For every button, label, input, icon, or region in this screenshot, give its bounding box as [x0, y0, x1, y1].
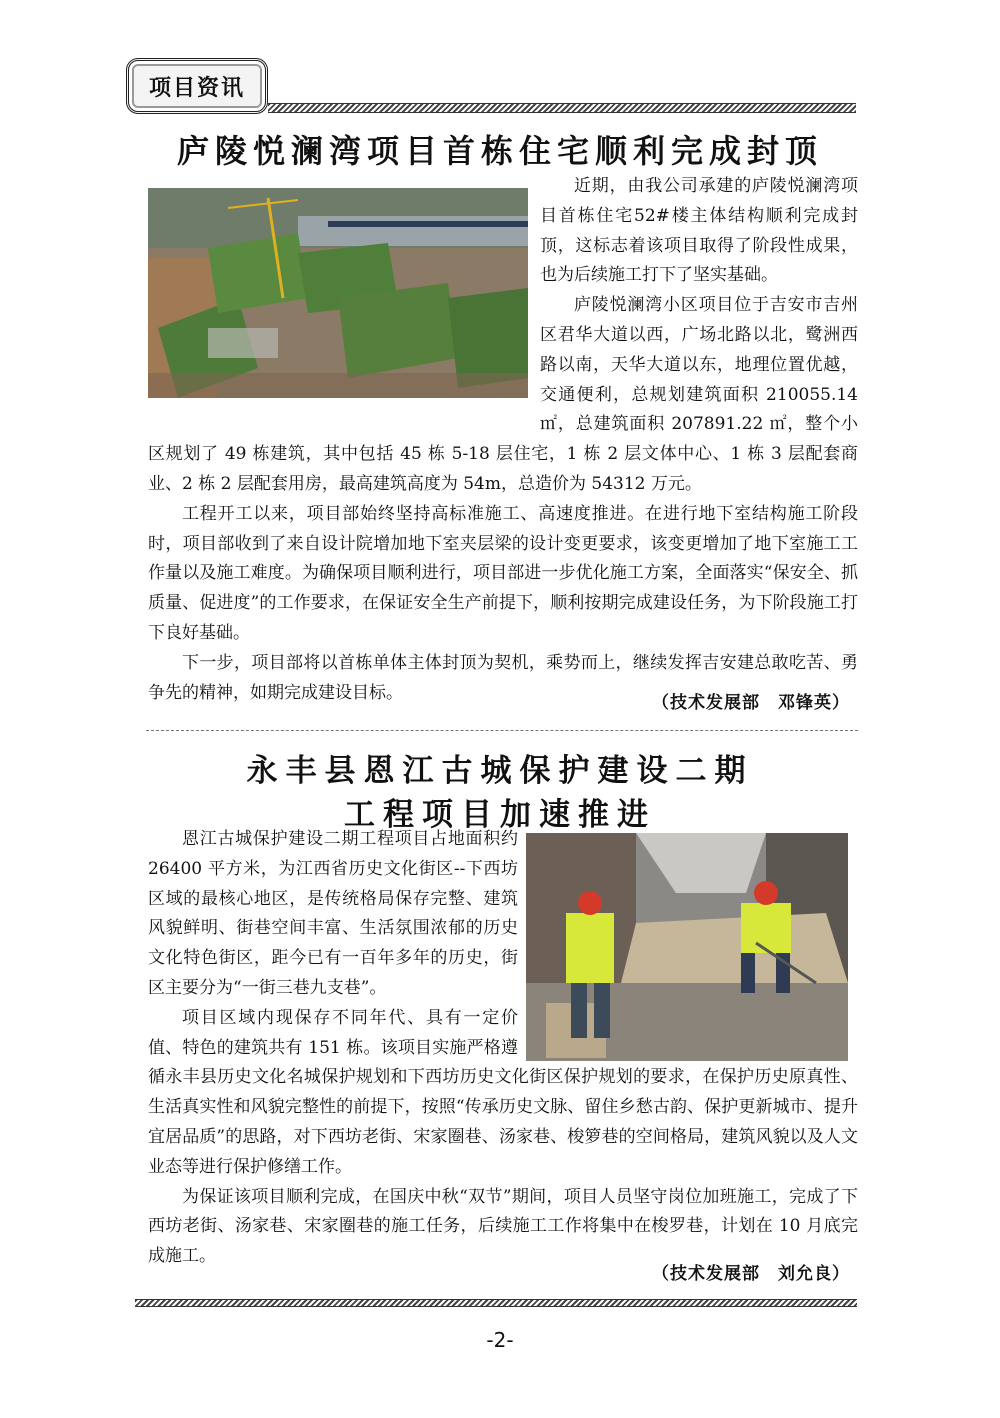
article1-author: （技术发展部 邓锋英） — [652, 693, 850, 713]
article1-body — [148, 172, 858, 708]
article1-paragraph: 下一步，项目部将以首栋单体主体封顶为契机，乘势而上，继续发挥吉安建总敢吃苦、勇争先的精神，如期完成建设目标。 — [148, 652, 858, 703]
article1-title: 庐陵悦澜湾项目首栋住宅顺利完成封顶 — [176, 132, 823, 170]
article2-paragraph: 项目区域内现保存不同年代、具有一定价值、特色的建筑共有 151 栋。该项目实施严格遵循永丰县历史文化名城保护规划和下西坊历史文化街区保护规划的要求，在保护历史原真性、生活真实性和风貌完整性的前提下，按照“传承历史文脉、留住乡愁古韵、保护更新城市、提升宜居品质”的思路，对下西坊老街、宋家圈巷、汤家巷、梭箩巷的空间格局，建筑风貌以及人文业态等进行保护修缮工作。 — [148, 1007, 858, 1177]
section-label: 项目资讯 — [148, 75, 245, 101]
article2-title-line2: 工程项目加速推进 — [344, 797, 656, 833]
page-number: -2- — [486, 1328, 514, 1352]
article2-title-line1: 永丰县恩江古城保护建设二期 — [246, 753, 754, 789]
article1-paragraph: 工程开工以来，项目部始终坚持高标准施工、高速度推进。在进行地下室结构施工阶段时，项目部收到了来自设计院增加地下室夹层梁的设计变更要求，该变更增加了地下室施工工作量以及施工难度。为确保项目顺利进行，项目部进一步优化施工方案，全面落实“保安全、抓质量、促进度”的工作要求，在保证安全生产前提下，顺利按期完成建设任务，为下阶段施工打下良好基础。 — [148, 503, 858, 643]
article-divider — [146, 730, 858, 731]
article2-paragraph: 为保证该项目顺利完成，在国庆中秋“双节”期间，项目人员坚守岗位加班施工，完成了下西坊老街、汤家巷、宋家圈巷的施工任务，后续施工工作将集中在梭罗巷，计划在 10 月底完成施工。 — [148, 1186, 858, 1267]
article1-paragraph: 近期，由我公司承建的庐陵悦澜湾项目首栋住宅52#楼主体结构顺利完成封顶，这标志着该项目取得了阶段性成果，也为后续施工打下了坚实基础。 — [540, 176, 858, 286]
article2-paragraph: 恩江古城保护建设二期工程项目占地面积约 26400 平方米，为江西省历史文化街区--下西坊区域的最核心地区，是传统格局保存完整、建筑风貌鲜明、街巷空间丰富、生活氛围浓郁的历史文化特色街区，距今已有一百年多年的历史，街区主要分为“一街三巷九支巷”。 — [148, 829, 518, 998]
article2-author: （技术发展部 刘允良） — [652, 1264, 850, 1284]
article1-paragraph: 庐陵悦澜湾小区项目位于吉安市吉州区君华大道以西，广场北路以北，鹭洲西路以南，天华大道以东，地理位置优越，交通便利，总规划建筑面积 210055.14 ㎡，总建筑面积 207891.22 ㎡，整个小区规划了 49 栋建筑，其中包括 45 栋 5-18 层住宅，1 栋 2 层文体中心、1 栋 3 层配套商业、2 栋 2 层配套用房，最高建筑高度为 54m，总造价为 54312 万元。 — [148, 295, 858, 494]
header-rule — [268, 103, 856, 113]
footer-rule — [135, 1299, 857, 1307]
section-tab — [126, 58, 268, 114]
article2-body — [148, 825, 858, 1272]
